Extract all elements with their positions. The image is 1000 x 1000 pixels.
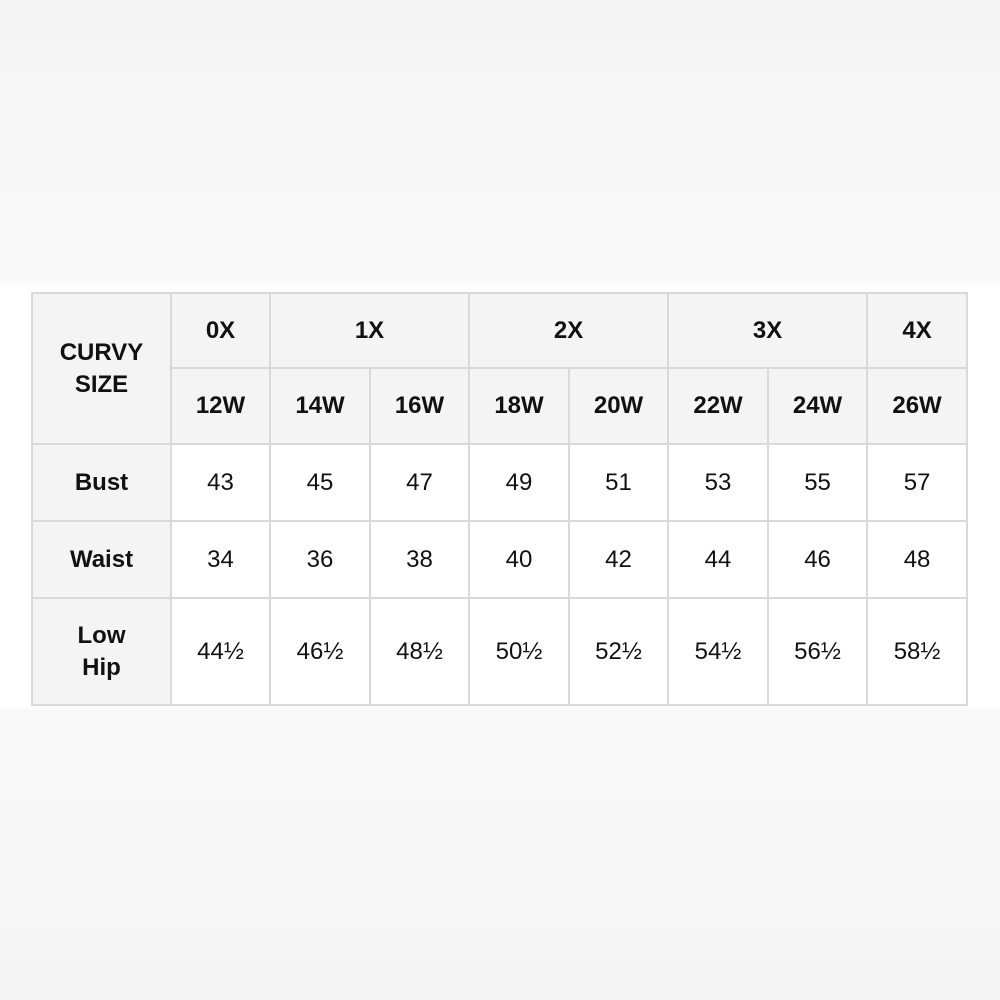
bust-value: 51	[569, 444, 668, 521]
waist-value: 48	[867, 521, 967, 598]
bust-value: 57	[867, 444, 967, 521]
low-hip-value: 46½	[270, 598, 370, 705]
low-hip-value: 52½	[569, 598, 668, 705]
group-header-0x: 0X	[171, 293, 270, 368]
low-hip-value: 54½	[668, 598, 768, 705]
low-hip-value: 58½	[867, 598, 967, 705]
row-label-bust: Bust	[32, 444, 171, 521]
size-header-row	[32, 368, 967, 444]
corner-label-line1: CURVY	[59, 338, 144, 366]
group-header-1x: 1X	[270, 293, 469, 368]
bust-value: 45	[270, 444, 370, 521]
group-header-row	[32, 293, 967, 368]
size-header-24w: 24W	[768, 368, 867, 444]
waist-value: 36	[270, 521, 370, 598]
group-header-2x: 2X	[469, 293, 668, 368]
row-label-low-hip	[32, 598, 171, 705]
curvy-size-chart	[31, 292, 968, 706]
table-row-bust	[32, 444, 967, 521]
waist-value: 40	[469, 521, 569, 598]
size-header-16w: 16W	[370, 368, 469, 444]
waist-value: 34	[171, 521, 270, 598]
bust-value: 55	[768, 444, 867, 521]
row-label-low-hip-line2: Hip	[82, 653, 121, 681]
waist-value: 38	[370, 521, 469, 598]
waist-value: 44	[668, 521, 768, 598]
corner-label-cell	[32, 293, 171, 444]
size-header-22w: 22W	[668, 368, 768, 444]
table-row-low-hip	[32, 598, 967, 705]
size-header-12w: 12W	[171, 368, 270, 444]
bust-value: 43	[171, 444, 270, 521]
low-hip-value: 48½	[370, 598, 469, 705]
table-row-waist	[32, 521, 967, 598]
bust-value: 49	[469, 444, 569, 521]
low-hip-value: 44½	[171, 598, 270, 705]
low-hip-value: 56½	[768, 598, 867, 705]
size-header-18w: 18W	[469, 368, 569, 444]
low-hip-value: 50½	[469, 598, 569, 705]
corner-label-line2: SIZE	[74, 370, 129, 398]
bust-value: 47	[370, 444, 469, 521]
row-label-low-hip-line1: Low	[77, 621, 126, 649]
bust-value: 53	[668, 444, 768, 521]
waist-value: 42	[569, 521, 668, 598]
row-label-waist: Waist	[32, 521, 171, 598]
size-header-14w: 14W	[270, 368, 370, 444]
group-header-3x: 3X	[668, 293, 867, 368]
size-header-26w: 26W	[867, 368, 967, 444]
size-header-20w: 20W	[569, 368, 668, 444]
group-header-4x: 4X	[867, 293, 967, 368]
waist-value: 46	[768, 521, 867, 598]
